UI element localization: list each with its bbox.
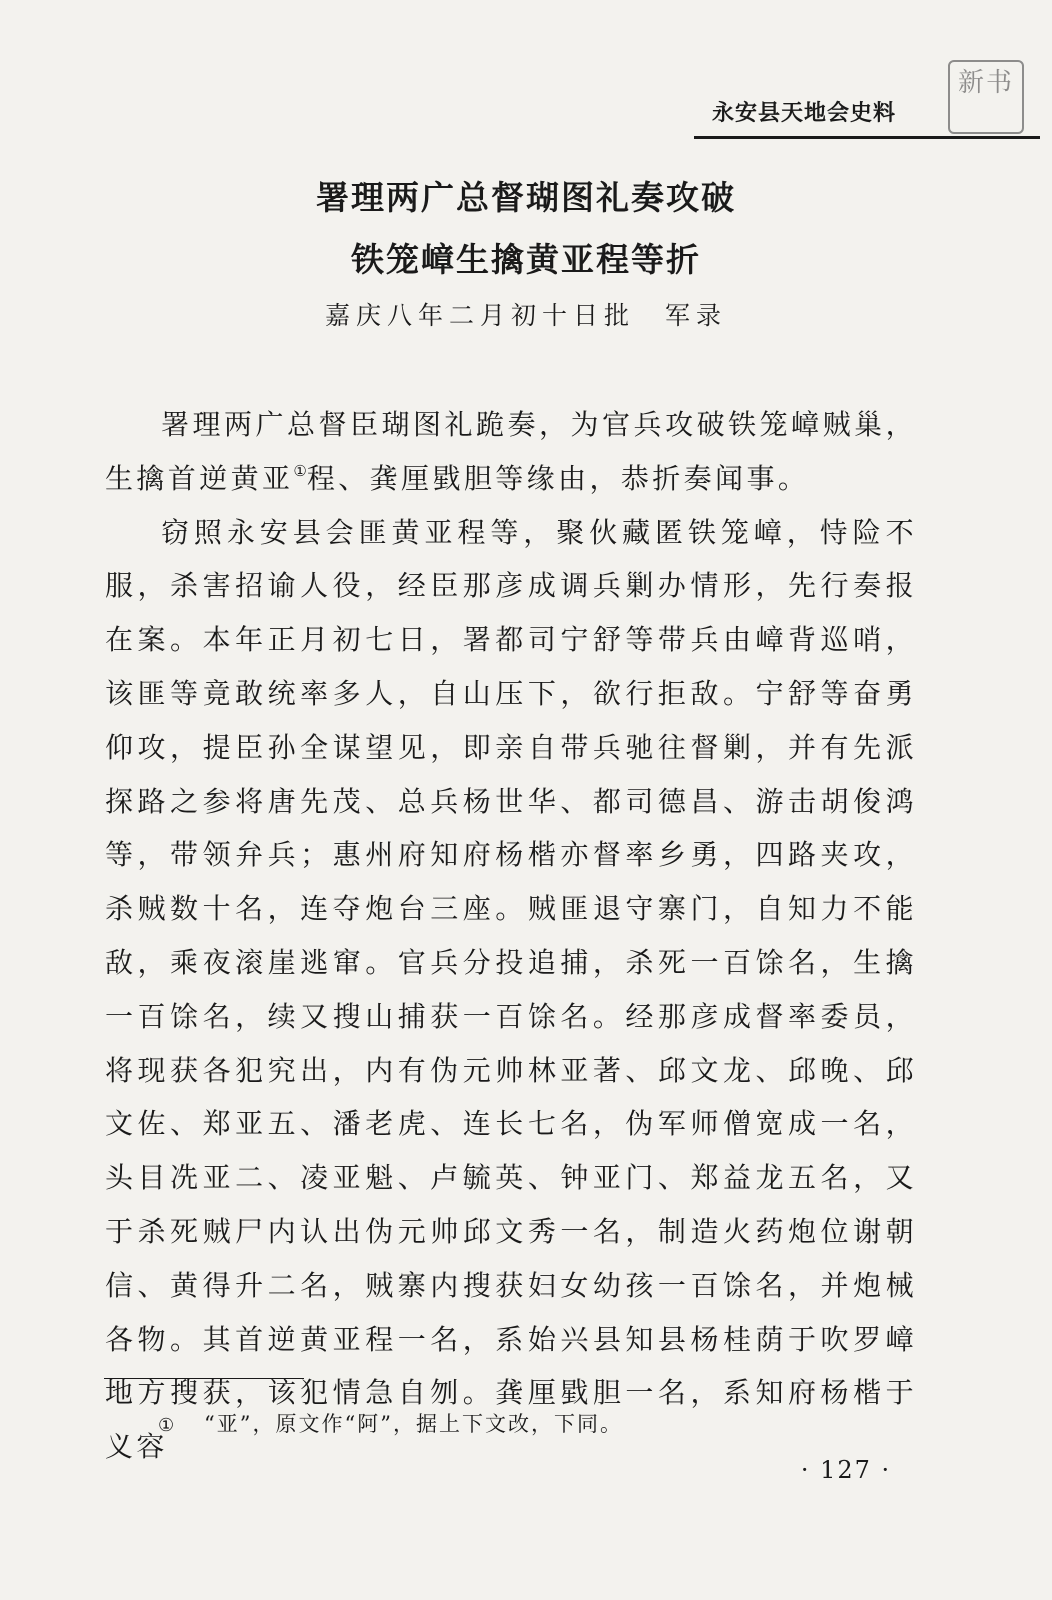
document-subtitle (0, 296, 1052, 332)
footnote-mark: ① (158, 1415, 177, 1436)
document-title-line-2: 铁笼嶂生擒黄亚程等折 (351, 240, 701, 279)
paragraph-1-part-2: 程、龚厘戥胆等缘由，恭折奏闻事。 (306, 461, 810, 495)
paragraph-2: 窃照永安县会匪黄亚程等，聚伙藏匿铁笼嶂，恃险不服，杀害招谕人役，经臣那彦成调兵剿办情形，先行奏报在案。本年正月初七日，署都司宁舒等带兵由嶂背巡哨，该匪等竟敢统率多人，自山压下，欲行拒敌。宁舒等奋勇仰攻，提臣孙全谋望见，即亲自带兵驰往督剿，并有先派探路之参将唐先茂、总兵杨世华、都司德昌、游击胡俊鸿等，带领弁兵；惠州府知府杨楷亦督率乡勇，四路夹攻，杀贼数十名，连夺炮台三座。贼匪退守寨门，自知力不能敌，乘夜滚崖逃窜。官兵分投追捕，杀死一百馀名，生擒一百馀名，续又搜山捕获一百馀名。经那彦成督率委员，将现获各犯究出，内有伪元帅林亚著、邱文龙、邱晚、邱文佐、郑亚五、潘老虎、连长七名，伪军师僧宽成一名，头目冼亚二、凌亚魁、卢毓英、钟亚门、郑益龙五名，又于杀死贼尸内认出伪元帅邱文秀一名，制造火药炮位谢朝信、黄得升二名，贼寨内搜获妇女幼孩一百馀名，并炮械各物。其首逆黄亚程一名，系始兴县知县杨桂荫于吹罗嶂地方搜获，该犯情急自刎。龚厘戥胆一名，系知府杨楷于义容 (105, 515, 917, 1464)
subtitle-date: 嘉庆八年二月初十日批 (324, 301, 635, 330)
footnote-text: “亚”，原文作“阿”，据上下文改，下同。 (204, 1412, 623, 1436)
subtitle-source: 军录 (665, 301, 728, 330)
running-title: 永安县天地会史料 (712, 101, 897, 126)
page-number: · 127 · (800, 1456, 892, 1484)
paragraph-1 (105, 398, 917, 506)
body-text (105, 398, 917, 1474)
header-rule (694, 136, 1040, 139)
publisher-seal-logo: 新书 (948, 60, 1024, 134)
footnote-reference: ① (293, 461, 307, 480)
footnote (158, 1408, 918, 1438)
footnote-rule (104, 1378, 304, 1379)
document-title-line-1: 署理两广总督瑚图礼奏攻破 (316, 178, 736, 217)
paragraph-1-part-1: 署理两广总督臣瑚图礼跪奏，为官兵攻破铁笼嶂贼巢，生擒首逆黄亚 (105, 408, 917, 495)
